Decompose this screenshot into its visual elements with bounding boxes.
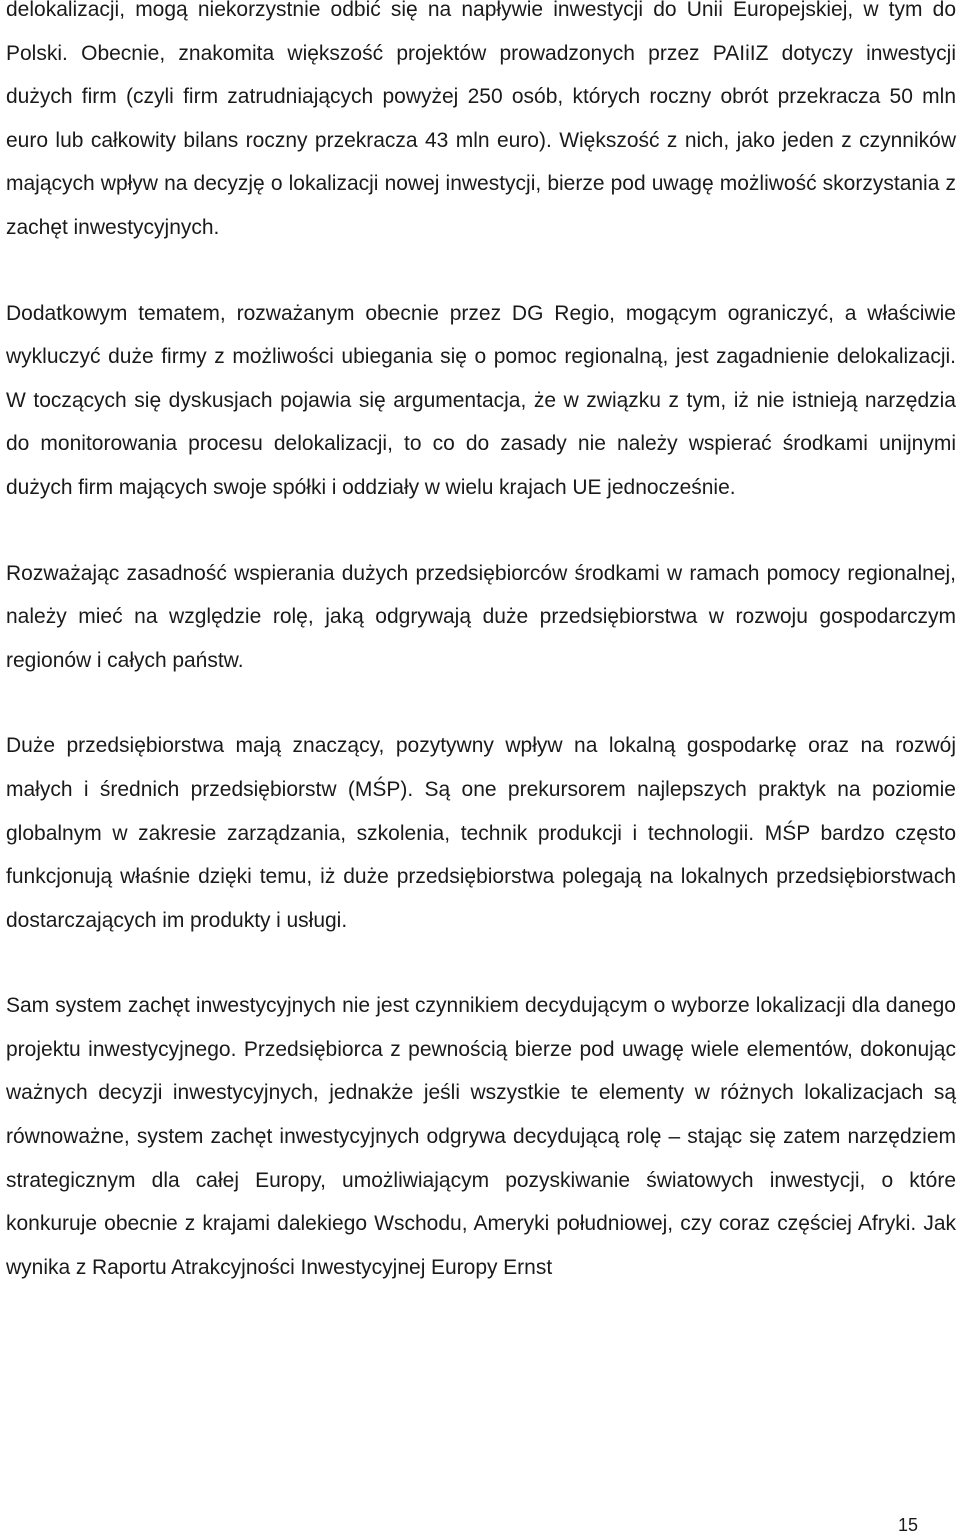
paragraph: Duże przedsiębiorstwa mają znaczący, pozytywny wpływ na lokalną gospodarkę oraz na rozwój małych i średnich przedsiębiorstw (MŚP). Są one prekursorem najlepszych praktyk na poziomie globalnym w zakresie zarządzania, szkolenia, technik produkcji i technologii. MŚP bardzo często funkcjonują właśnie dzięki temu, iż duże przedsiębiorstwa polegają na lokalnych przedsiębiorstwach dostarczających im produkty i usługi. <box>6 734 956 932</box>
paragraph: Sam system zachęt inwestycyjnych nie jest czynnikiem decydującym o wyborze lokalizacji dla danego projektu inwestycyjnego. Przedsiębiorca z pewnością bierze pod uwagę wiele elementów, dokonując ważnych decyzji inwestycyjnych, jednakże jeśli wszystkie te elementy w różnych lokalizacjach są równoważne, system zachęt inwestycyjnych odgrywa decydującą rolę – stając się zatem narzędziem strategicznym dla całej Europy, umożliwiającym pozyskiwanie światowych inwestycji, o które konkuruje obecnie z krajami dalekiego Wschodu, Ameryki południowej, czy coraz częściej Afryki. Jak wynika z Raportu Atrakcyjności Inwestycyjnej Europy Ernst <box>6 994 956 1279</box>
page-number: 15 <box>897 1515 918 1535</box>
paragraph: Dodatkowym tematem, rozważanym obecnie przez DG Regio, mogącym ograniczyć, a właściwie wykluczyć duże firmy z możliwości ubiegania się o pomoc regionalną, jest zagadnienie delokalizacji. W toczących się dyskusjach pojawia się argumentacja, że w związku z tym, iż nie istnieją narzędzia do monitorowania procesu delokalizacji, to co do zasady nie należy wspierać środkami unijnymi dużych firm mających swoje spółki i oddziały w wielu krajach UE jednocześnie. <box>6 301 956 499</box>
document-page <box>6 0 956 1289</box>
paragraph: Rozważając zasadność wspierania dużych przedsiębiorców środkami w ramach pomocy regionalnej, należy mieć na względzie rolę, jaką odgrywają duże przedsiębiorstwa w rozwoju gospodarczym regionów i całych państw. <box>6 561 956 672</box>
paragraph: delokalizacji, mogą niekorzystnie odbić się na napływie inwestycji do Unii Europejskiej, w tym do Polski. Obecnie, znakomita większość projektów prowadzonych przez PAIiIZ dotyczy inwestycji dużych firm (czyli firm zatrudniających powyżej 250 osób, których roczny obrót przekracza 50 mln euro lub całkowity bilans roczny przekracza 43 mln euro). Większość z nich, jako jeden z czynników mających wpływ na decyzję o lokalizacji nowej inwestycji, bierze pod uwagę możliwość skorzystania z zachęt inwestycyjnych. <box>6 0 956 239</box>
